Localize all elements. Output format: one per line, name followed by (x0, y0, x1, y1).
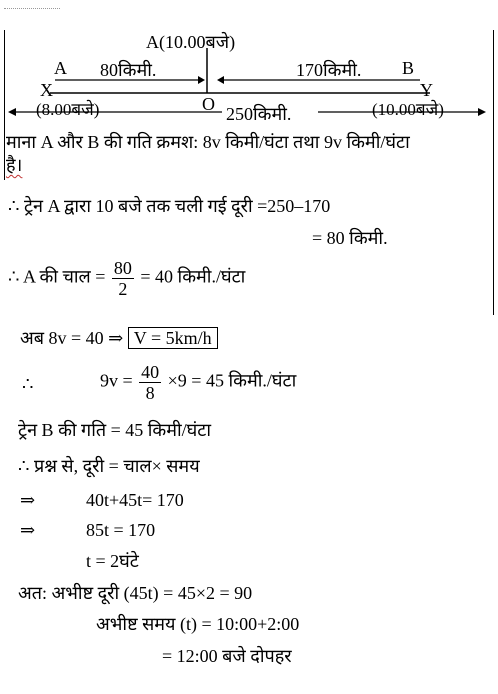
arrow-b-head (217, 76, 224, 84)
implies-symbol-1: ⇒ (20, 490, 36, 510)
boxed-answer-v: V = 5km/h (128, 327, 218, 349)
label-time-y: (10.00बजे) (372, 100, 444, 119)
line-equation-2: 85t = 170 (86, 520, 156, 540)
label-total-distance: 250किमी. (226, 104, 292, 124)
line-solve-v (20, 326, 218, 350)
speed-a-prefix: ∴ A की चाल = (8, 266, 106, 287)
label-point-a: A (54, 58, 67, 78)
line-required-distance: अत: अभीष्ट दूरी (45t) = 45×2 = 90 (18, 583, 253, 603)
line-speed-b-calc (100, 362, 296, 403)
label-time-x: (8.00बजे) (36, 100, 100, 119)
line-assume-speeds: माना A और B की गति क्रमश: 8v किमी/घंटा तथा 9v किमी/घंटा (6, 132, 410, 152)
label-a-time: A(10.00बजे) (146, 32, 236, 52)
fraction-denominator: 2 (118, 279, 128, 299)
label-point-o: O (202, 94, 215, 114)
line-speed-a (8, 258, 245, 299)
label-point-b: B (402, 58, 415, 78)
label-point-x: X (40, 80, 53, 100)
speed-b-prefix: 9v = (100, 370, 133, 391)
fraction-denominator: 8 (145, 383, 155, 403)
line-required-time: अभीष्ट समय (t) = 10:00+2:00 (96, 614, 300, 634)
label-dist-a: 80किमी. (100, 60, 157, 80)
speed-a-result: = 40 किमी./घंटा (140, 266, 246, 287)
line-therefore-symbol: ∴ (22, 374, 34, 394)
fraction-numerator: 40 (141, 362, 160, 382)
total-arrow-left-head (8, 108, 16, 116)
fraction-40-over-8 (139, 362, 161, 403)
total-arrow-right-head (478, 108, 486, 116)
fraction-numerator: 80 (113, 258, 132, 278)
arrow-a-head (198, 76, 205, 84)
line-distance-a-result: = 80 किमी. (312, 228, 388, 248)
implies-symbol-2: ⇒ (20, 520, 36, 540)
line-distance-a: ∴ ट्रेन A द्वारा 10 बजे तक चली गई दूरी =250–170 (8, 196, 331, 216)
line-final-answer: = 12:00 बजे दोपहर (162, 646, 292, 666)
line-assume-end: है। (6, 155, 23, 175)
label-point-y: Y (420, 80, 433, 100)
speed-b-result: ×9 = 45 किमी./घंटा (167, 370, 297, 391)
solve-v-prefix: अब 8v = 40 ⇒ (20, 328, 124, 348)
line-equation-1: 40t+45t= 170 (86, 490, 184, 510)
fraction-80-over-2 (112, 258, 134, 299)
line-time-result: t = 2घंटे (86, 551, 139, 571)
label-dist-b: 170किमी. (296, 60, 362, 80)
line-speed-b: ट्रेन B की गति = 45 किमी/घंटा (18, 420, 212, 440)
line-question-relation: ∴ प्रश्न से, दूरी = चाल× समय (18, 456, 200, 476)
